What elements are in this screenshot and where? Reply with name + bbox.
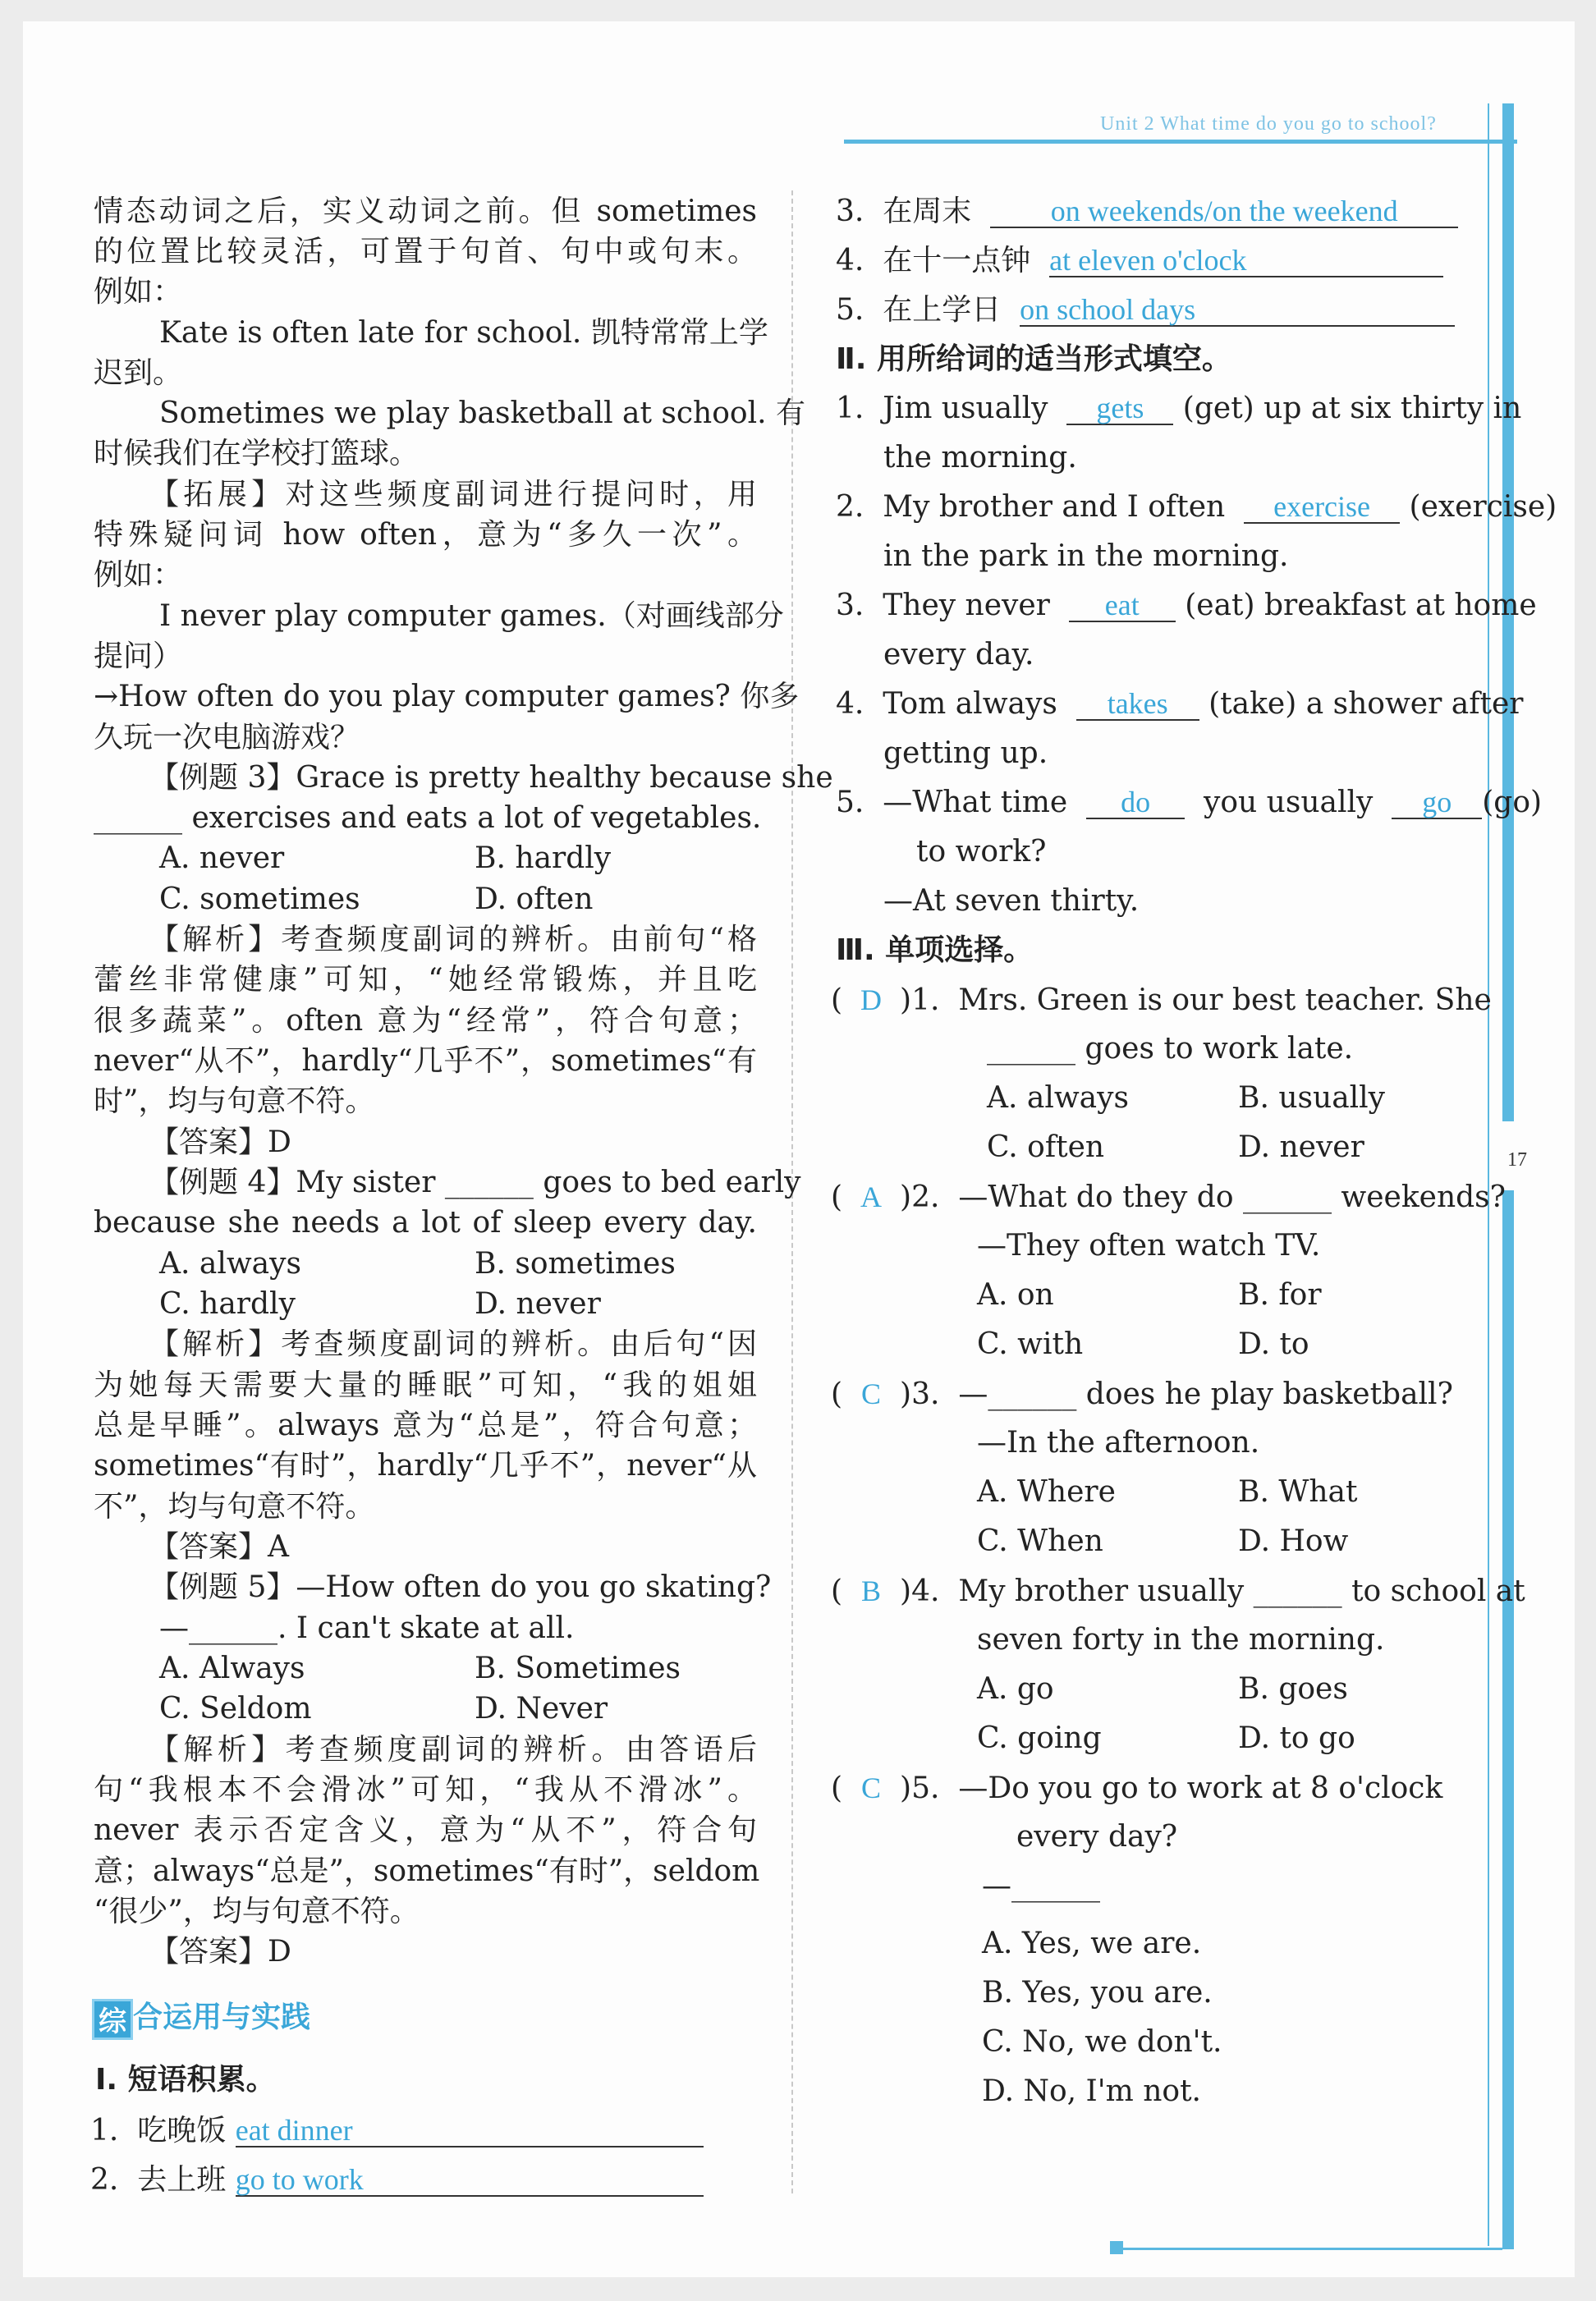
answer-line: 【答案】D	[149, 1935, 291, 1969]
option: B. for	[1238, 1278, 1322, 1312]
answer-blank: exercise	[1244, 491, 1400, 524]
phrase-cn: 在上学日	[883, 293, 1002, 327]
question-text: every day?	[1016, 1820, 1178, 1854]
option: A. on	[977, 1278, 1054, 1312]
option: D. never	[1238, 1130, 1364, 1164]
phrase-item	[836, 194, 1458, 230]
fill-text: (go)	[1482, 786, 1543, 819]
footer-rule	[1117, 2248, 1502, 2250]
item-number: 3.	[836, 195, 864, 228]
text-line: 情态动词之后，实义动词之前。但 sometimes	[94, 195, 757, 228]
fill-item	[836, 588, 1537, 624]
text-line: 提问）	[94, 639, 183, 673]
question-text: —What do they do ______ weekends?	[958, 1180, 1506, 1214]
section-title: 合运用与实践	[133, 2001, 311, 2034]
option: D. Never	[475, 1692, 608, 1726]
option: B. sometimes	[475, 1247, 676, 1281]
answer-line: 【答案】A	[149, 1530, 289, 1564]
option: D. No, I'm not.	[982, 2074, 1201, 2108]
option: A. always	[987, 1081, 1129, 1115]
text-line: ______ exercises and eats a lot of vegetables.	[94, 801, 762, 835]
part-3-title: Ⅲ. 单项选择。	[836, 933, 1034, 967]
item-number: 4.	[911, 1574, 940, 1608]
mc-answer: C	[861, 1772, 882, 1804]
fill-text: —What time	[883, 786, 1068, 819]
option: D. How	[1238, 1524, 1349, 1558]
text-line: Sometimes we play basketball at school. 有	[159, 396, 805, 430]
question-text: —______ does he play basketball?	[958, 1377, 1453, 1411]
analysis-line: 【解析】考查频度副词的辨析。由答语后	[149, 1733, 757, 1767]
option: B. usually	[1238, 1081, 1386, 1115]
option: B. Sometimes	[475, 1652, 681, 1685]
section-heading	[92, 1995, 310, 2041]
phrase-cn: 在周末	[883, 195, 972, 228]
example-5-question: 【例题 5】—How often do you go skating?	[149, 1570, 772, 1604]
option: C. When	[977, 1524, 1103, 1558]
option: C. going	[977, 1721, 1102, 1755]
analysis-line: sometimes“有时”，hardly“几乎不”，never“从	[94, 1449, 757, 1483]
part-2-title: Ⅱ. 用所给词的适当形式填空。	[836, 342, 1231, 376]
text-line: 例如：	[94, 275, 183, 309]
answer-line: 【答案】D	[149, 1125, 291, 1159]
answer-blank: on weekends/on the weekend	[990, 195, 1458, 228]
fill-continuation: in the park in the morning.	[883, 539, 1289, 573]
analysis-line: 【解析】考查频度副词的辨析。由后句“因	[149, 1327, 757, 1361]
text-line: 时候我们在学校打篮球。	[94, 437, 420, 470]
fill-text: you usually	[1204, 786, 1374, 819]
item-number: 2.	[836, 490, 864, 524]
footer-square	[1110, 2241, 1123, 2254]
phrase-item	[836, 243, 1443, 279]
option: C. hardly	[159, 1287, 296, 1321]
fill-text: (exercise)	[1409, 490, 1557, 524]
text-line: because she needs a lot of sleep every day.	[94, 1206, 757, 1240]
answer-blank: do	[1086, 786, 1185, 819]
analysis-line: 为她每天需要大量的睡眠”可知，“我的姐姐	[94, 1368, 757, 1402]
side-bar-bottom	[1502, 1190, 1514, 2249]
analysis-line: 句“我根本不会滑冰”可知，“我从不滑冰”。	[94, 1773, 757, 1807]
fill-text: They never	[883, 589, 1050, 622]
mc-answer: A	[860, 1180, 883, 1213]
section-icon: 综	[92, 1999, 133, 2040]
option: D. to	[1238, 1327, 1309, 1361]
option: B. What	[1238, 1475, 1358, 1509]
answer-blank: gets	[1066, 392, 1173, 425]
text-line: 迟到。	[94, 356, 183, 390]
question-text: —Do you go to work at 8 o'clock	[958, 1772, 1443, 1805]
item-number: 5.	[911, 1772, 940, 1805]
fill-item	[836, 489, 1557, 525]
fill-continuation: to work?	[916, 835, 1047, 869]
item-number: 1.	[836, 392, 864, 425]
phrase-cn: 吃晚饭	[137, 2114, 227, 2147]
answer-blank: eat dinner	[236, 2115, 704, 2147]
question-text: seven forty in the morning.	[977, 1623, 1385, 1657]
analysis-line: 不”，均与句意不符。	[94, 1490, 375, 1524]
option: D. never	[475, 1287, 601, 1321]
analysis-line: 【解析】考查频度副词的辨析。由前句“格	[149, 923, 757, 956]
mc-question: ( B )4. My brother usually ______ to school at	[831, 1574, 1525, 1608]
option: C. Seldom	[159, 1692, 312, 1726]
fill-item	[836, 686, 1524, 722]
option: A. never	[159, 841, 285, 875]
fill-item	[836, 785, 1542, 821]
fill-continuation: every day.	[883, 638, 1034, 672]
mc-question: ( D )1. Mrs. Green is our best teacher. She	[831, 983, 1492, 1017]
text-line: Kate is often late for school. 凯特常常上学	[159, 316, 768, 350]
fill-item	[836, 391, 1522, 427]
analysis-line: 总是早睡”。always 意为“总是”，符合句意；	[94, 1409, 757, 1442]
phrase-item	[90, 2113, 704, 2149]
item-number: 3.	[836, 589, 864, 622]
fill-continuation: the morning.	[883, 441, 1077, 474]
fill-continuation: getting up.	[883, 736, 1048, 770]
option: B. hardly	[475, 841, 612, 875]
phrase-item	[90, 2162, 704, 2198]
text-line: I never play computer games.（对画线部分	[159, 599, 784, 633]
item-number: 4.	[836, 687, 864, 721]
text-line: —______. I can't skate at all.	[159, 1611, 575, 1645]
question-text: —In the afternoon.	[977, 1426, 1260, 1460]
page-number: 17	[1507, 1149, 1527, 1171]
fill-text: My brother and I often	[883, 490, 1226, 524]
analysis-line: never 表示否定含义，意为“从不”，符合句	[94, 1813, 757, 1847]
item-number: 4.	[836, 244, 864, 277]
mc-answer: B	[861, 1574, 882, 1607]
text-line: 久玩一次电脑游戏？	[94, 721, 360, 754]
fill-text: Jim usually	[883, 392, 1048, 425]
text-line: 例如：	[94, 558, 183, 592]
option: A. go	[977, 1672, 1054, 1706]
option: A. Always	[159, 1652, 305, 1685]
option: C. with	[977, 1327, 1084, 1361]
phrase-cn: 在十一点钟	[883, 244, 1031, 277]
question-text: —They often watch TV.	[977, 1229, 1321, 1263]
item-number: 2.	[911, 1180, 940, 1214]
answer-blank: on school days	[1020, 294, 1455, 327]
mc-question: ( A )2. —What do they do ______ weekends?	[831, 1180, 1506, 1214]
fill-text: (get) up at six thirty in	[1182, 392, 1522, 425]
answer-blank: at eleven o'clock	[1049, 245, 1443, 277]
answer-blank: go to work	[236, 2164, 704, 2197]
item-number: 5.	[836, 786, 864, 819]
option: C. often	[987, 1130, 1105, 1164]
item-number: 5.	[836, 293, 864, 327]
analysis-line: 很多蔬菜”。often 意为“经常”，符合句意；	[94, 1004, 757, 1038]
question-text: Mrs. Green is our best teacher. She	[958, 983, 1492, 1017]
option: A. always	[159, 1247, 301, 1281]
option: C. sometimes	[159, 882, 360, 916]
part-1-title: Ⅰ. 短语积累。	[95, 2063, 276, 2097]
analysis-line: “很少”，均与句意不符。	[94, 1895, 420, 1928]
mc-question: ( C )5. —Do you go to work at 8 o'clock	[831, 1772, 1443, 1805]
phrase-item	[836, 292, 1455, 328]
text-line: →How often do you play computer games? 你多	[94, 680, 800, 713]
running-header: Unit 2 What time do you go to school?	[1100, 113, 1437, 135]
option: B. Yes, you are.	[982, 1976, 1213, 2010]
analysis-line: never“从不”，hardly“几乎不”，sometimes“有	[94, 1044, 757, 1078]
mc-answer: D	[860, 983, 883, 1016]
text-line: 的位置比较灵活，可置于句首、句中或句末。	[94, 235, 757, 268]
example-3-question: 【例题 3】Grace is pretty healthy because she	[149, 761, 833, 795]
fill-continuation: —At seven thirty.	[883, 884, 1140, 918]
analysis-line: 时”，均与句意不符。	[94, 1084, 375, 1118]
answer-blank: takes	[1076, 688, 1199, 721]
item-number: 2.	[90, 2163, 119, 2197]
answer-blank: go	[1392, 786, 1482, 819]
option: A. Where	[977, 1475, 1116, 1509]
mc-answer: C	[861, 1377, 882, 1410]
example-4-question: 【例题 4】My sister ______ goes to bed early	[149, 1166, 801, 1199]
answer-blank: eat	[1069, 589, 1176, 622]
fill-text: (take) a shower after	[1208, 687, 1524, 721]
option: D. often	[475, 882, 594, 916]
question-text: —______	[982, 1869, 1100, 1903]
item-number: 1.	[911, 983, 940, 1017]
question-text: My brother usually ______ to school at	[958, 1574, 1525, 1608]
text-line: 特殊疑问词 how often，意为“多久一次”。	[94, 518, 757, 552]
option: B. goes	[1238, 1672, 1348, 1706]
header-rule	[844, 140, 1517, 144]
analysis-line: 蕾丝非常健康”可知，“她经常锻炼，并且吃	[94, 963, 757, 997]
analysis-line: 意；always“总是”，sometimes“有时”，seldom	[94, 1854, 760, 1888]
question-text: ______ goes to work late.	[987, 1032, 1354, 1066]
fill-text: Tom always	[883, 687, 1057, 721]
option: A. Yes, we are.	[982, 1927, 1202, 1960]
mc-question: ( C )3. —______ does he play basketball?	[831, 1377, 1453, 1411]
item-number: 1.	[90, 2114, 119, 2147]
option: C. No, we don't.	[982, 2025, 1222, 2059]
phrase-cn: 去上班	[137, 2163, 227, 2197]
fill-text: (eat) breakfast at home	[1185, 589, 1537, 622]
option: D. to go	[1238, 1721, 1355, 1755]
text-line: 【拓展】对这些频度副词进行提问时，用	[149, 478, 757, 511]
item-number: 3.	[911, 1377, 940, 1411]
